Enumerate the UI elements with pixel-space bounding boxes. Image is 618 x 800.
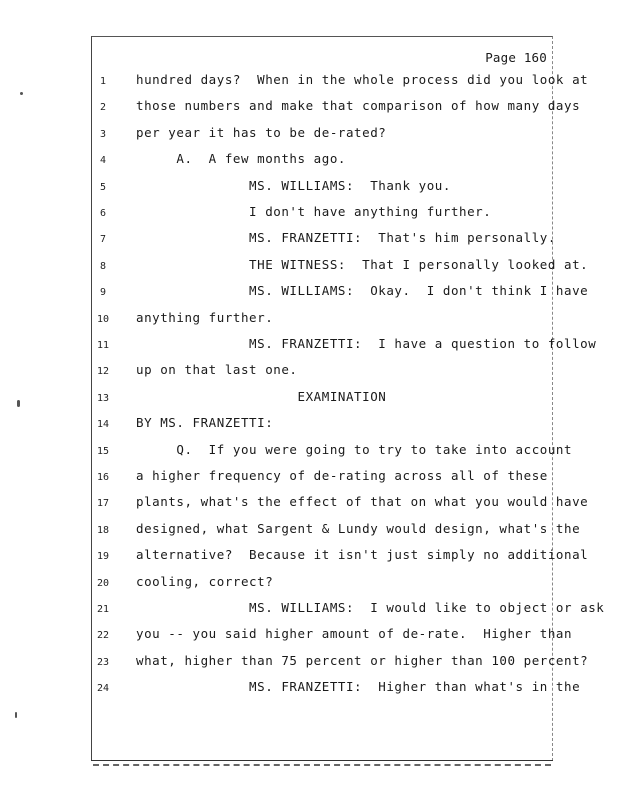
transcript-line: you -- you said higher amount of de-rate. Higher than [136,626,573,641]
transcript-line: MS. WILLIAMS: I would like to object or ask [136,600,605,615]
line-number: 12 [96,366,110,377]
transcript-line: THE WITNESS: That I personally looked at. [136,257,589,272]
line-number: 8 [99,261,107,272]
bottom-border-line [91,760,553,761]
transcript-line: what, higher than 75 percent or higher than 100 percent? [136,653,589,668]
line-number: 9 [99,287,107,298]
transcript-line: MS. FRANZETTI: I have a question to follow [136,336,597,351]
transcript-line: per year it has to be de-rated? [136,125,387,140]
transcript-line: Q. If you were going to try to take into account [136,442,573,457]
transcript-line: MS. FRANZETTI: Higher than what's in the [136,679,581,694]
page-number: Page 160 [485,50,547,65]
transcript-line: those numbers and make that comparison of how many days [136,98,581,113]
transcript-line: designed, what Sargent & Lundy would design, what's the [136,521,581,536]
line-number: 15 [96,446,110,457]
transcript-line: I don't have anything further. [136,204,492,219]
line-number: 16 [96,472,110,483]
transcript-line: cooling, correct? [136,574,274,589]
line-number: 10 [96,314,110,325]
transcript-line: up on that last one. [136,362,298,377]
bottom-border-dashed-line [93,764,551,766]
scan-speck [17,400,20,407]
scan-speck [15,712,17,718]
transcript-line: a higher frequency of de-rating across all of these [136,468,548,483]
line-number: 13 [96,393,110,404]
line-number: 1 [99,76,107,87]
line-number: 14 [96,419,110,430]
line-number: 24 [96,683,110,694]
line-number: 21 [96,604,110,615]
transcript-line: plants, what's the effect of that on what you would have [136,494,589,509]
line-number: 3 [99,129,107,140]
line-number: 11 [96,340,110,351]
line-number: 6 [99,208,107,219]
line-number: 7 [99,234,107,245]
scan-speck [20,92,23,95]
line-number: 17 [96,498,110,509]
transcript-line: BY MS. FRANZETTI: [136,415,274,430]
line-number: 2 [99,102,107,113]
transcript-line: alternative? Because it isn't just simply no additional [136,547,589,562]
transcript-line: A. A few months ago. [136,151,346,166]
line-number: 20 [96,578,110,589]
transcript-line: hundred days? When in the whole process did you look at [136,72,589,87]
transcript-line: MS. FRANZETTI: That's him personally. [136,230,556,245]
line-number: 22 [96,630,110,641]
line-number: 4 [99,155,107,166]
line-number: 19 [96,551,110,562]
transcript-line: MS. WILLIAMS: Okay. I don't think I have [136,283,589,298]
line-number: 23 [96,657,110,668]
line-number: 18 [96,525,110,536]
line-number: 5 [99,182,107,193]
transcript-line: MS. WILLIAMS: Thank you. [136,178,451,193]
transcript-line: anything further. [136,310,274,325]
transcript-line: EXAMINATION [136,389,387,404]
